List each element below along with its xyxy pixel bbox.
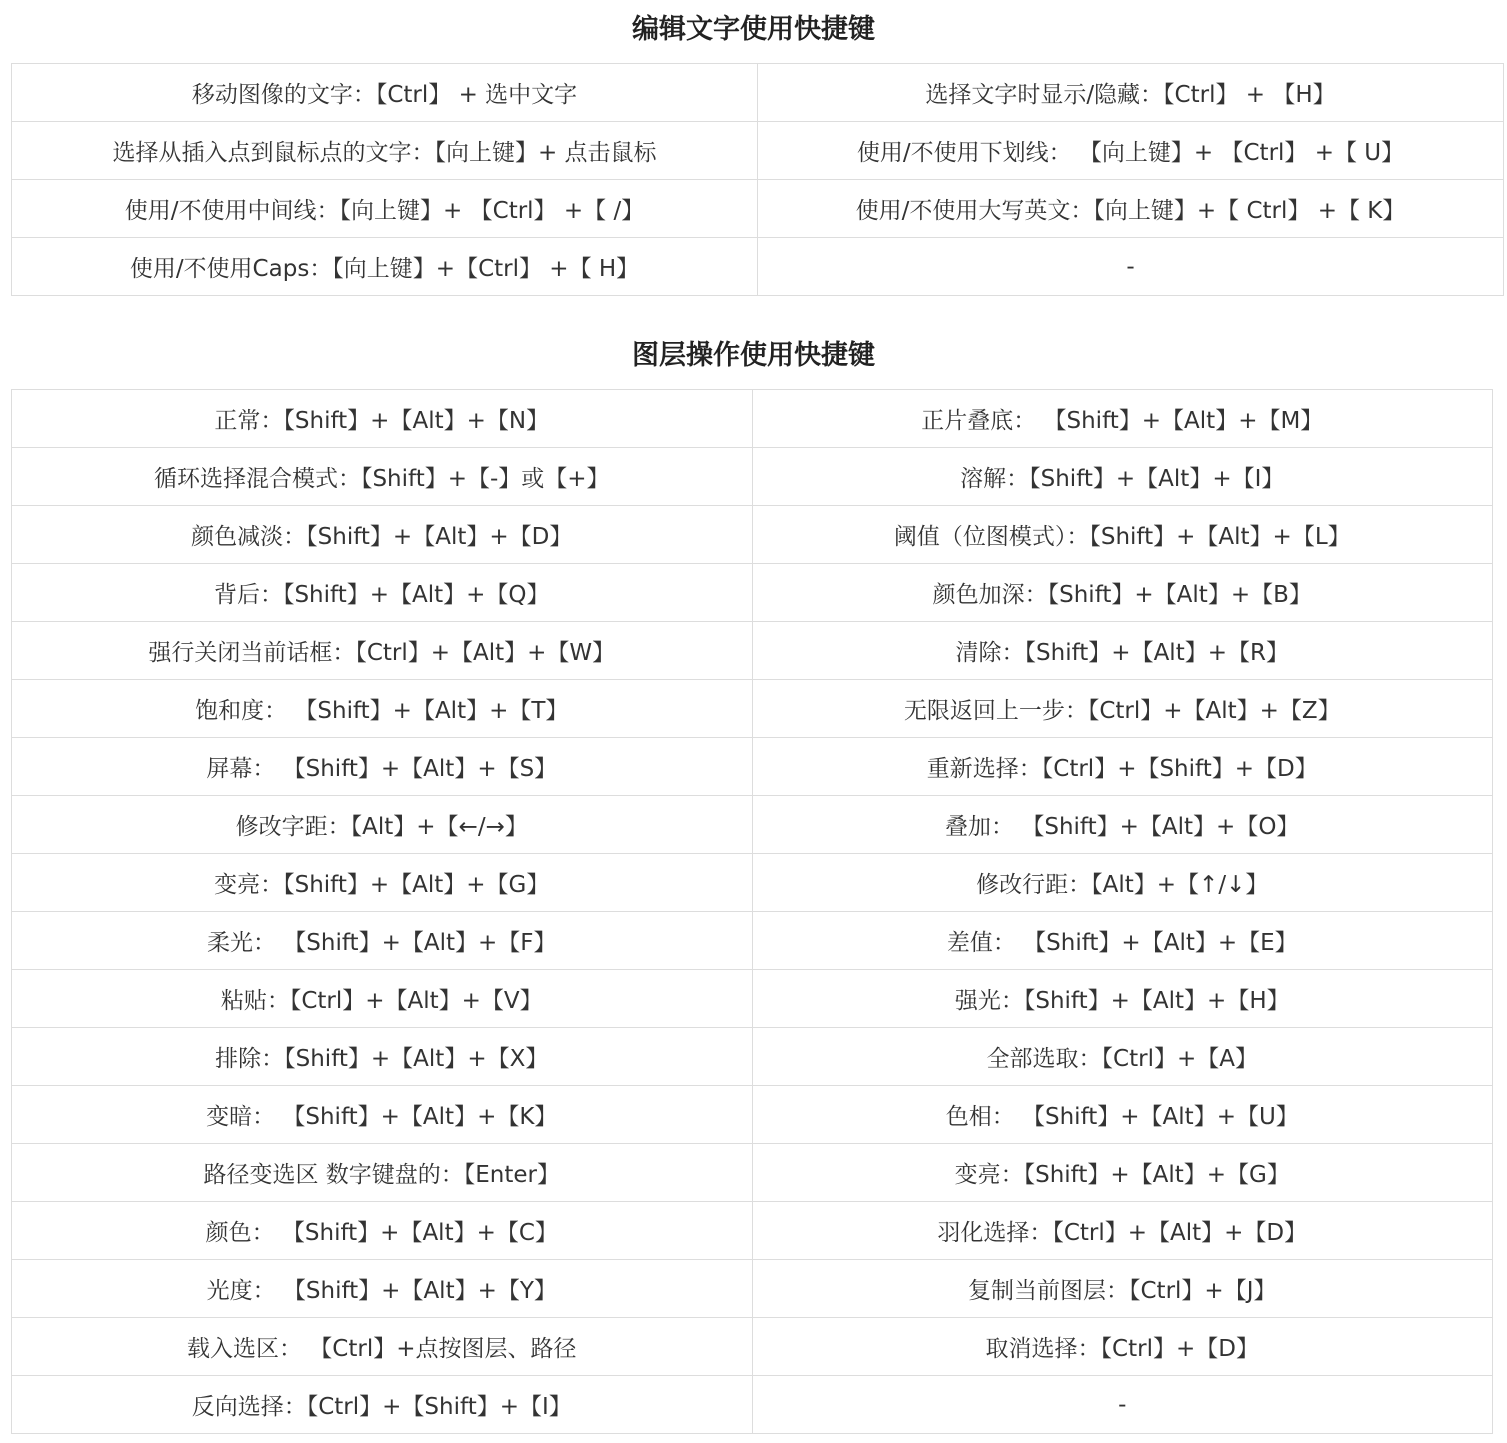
shortcut-cell: 溶解：【Shift】+【Alt】+【I】 <box>752 448 1493 506</box>
shortcut-cell: 光度： 【Shift】+【Alt】+【Y】 <box>12 1260 753 1318</box>
shortcut-cell: - <box>752 1376 1493 1434</box>
shortcut-cell: 反向选择：【Ctrl】+【Shift】+【I】 <box>12 1376 753 1434</box>
shortcut-cell: - <box>758 238 1504 296</box>
table-row <box>12 564 1493 622</box>
text-shortcut-table <box>11 63 1504 296</box>
shortcut-cell: 颜色减淡：【Shift】+【Alt】+【D】 <box>12 506 753 564</box>
table-row <box>12 796 1493 854</box>
shortcut-cell: 修改行距：【Alt】+【↑/↓】 <box>752 854 1493 912</box>
table-row <box>12 680 1493 738</box>
table-row <box>12 1086 1493 1144</box>
shortcut-cell: 粘贴：【Ctrl】+【Alt】+【V】 <box>12 970 753 1028</box>
layer-shortcut-table <box>11 389 1493 1434</box>
shortcut-cell: 使用/不使用大写英文：【向上键】+【 Ctrl】 +【 K】 <box>758 180 1504 238</box>
shortcut-cell: 正常：【Shift】+【Alt】+【N】 <box>12 390 753 448</box>
shortcut-cell: 饱和度： 【Shift】+【Alt】+【T】 <box>12 680 753 738</box>
shortcut-cell: 背后：【Shift】+【Alt】+【Q】 <box>12 564 753 622</box>
table-row <box>12 912 1493 970</box>
table-row <box>12 64 1504 122</box>
table-row <box>12 1202 1493 1260</box>
table-row <box>12 1260 1493 1318</box>
section-title-layer-shortcuts: 图层操作使用快捷键 <box>632 340 875 371</box>
shortcut-cell: 颜色加深：【Shift】+【Alt】+【B】 <box>752 564 1493 622</box>
shortcut-cell: 屏幕： 【Shift】+【Alt】+【S】 <box>12 738 753 796</box>
shortcut-cell: 移动图像的文字：【Ctrl】 + 选中文字 <box>12 64 758 122</box>
table-row <box>12 1144 1493 1202</box>
shortcut-cell: 使用/不使用Caps：【向上键】+【Ctrl】 +【 H】 <box>12 238 758 296</box>
shortcut-cell: 路径变选区 数字键盘的：【Enter】 <box>12 1144 753 1202</box>
table-row <box>12 1028 1493 1086</box>
table-row <box>12 448 1493 506</box>
shortcut-cell: 复制当前图层：【Ctrl】+【J】 <box>752 1260 1493 1318</box>
shortcut-cell: 强光：【Shift】+【Alt】+【H】 <box>752 970 1493 1028</box>
shortcut-cell: 羽化选择：【Ctrl】+【Alt】+【D】 <box>752 1202 1493 1260</box>
shortcut-cell: 使用/不使用中间线：【向上键】+ 【Ctrl】 +【 /】 <box>12 180 758 238</box>
table-row <box>12 122 1504 180</box>
shortcut-cell: 重新选择：【Ctrl】+【Shift】+【D】 <box>752 738 1493 796</box>
table-row <box>12 1376 1493 1434</box>
shortcut-cell: 变亮：【Shift】+【Alt】+【G】 <box>12 854 753 912</box>
shortcut-cell: 选择文字时显示/隐藏：【Ctrl】 + 【H】 <box>758 64 1504 122</box>
shortcut-cell: 无限返回上一步：【Ctrl】+【Alt】+【Z】 <box>752 680 1493 738</box>
shortcut-cell: 全部选取：【Ctrl】+【A】 <box>752 1028 1493 1086</box>
section-title-text-shortcuts: 编辑文字使用快捷键 <box>632 14 875 45</box>
shortcut-cell: 叠加： 【Shift】+【Alt】+【O】 <box>752 796 1493 854</box>
shortcut-cell: 强行关闭当前话框：【Ctrl】+【Alt】+【W】 <box>12 622 753 680</box>
shortcut-cell: 修改字距：【Alt】+【←/→】 <box>12 796 753 854</box>
table-row <box>12 390 1493 448</box>
shortcut-cell: 排除：【Shift】+【Alt】+【X】 <box>12 1028 753 1086</box>
shortcut-cell: 柔光： 【Shift】+【Alt】+【F】 <box>12 912 753 970</box>
shortcut-cell: 使用/不使用下划线： 【向上键】+ 【Ctrl】 +【 U】 <box>758 122 1504 180</box>
shortcut-cell: 阈值（位图模式）：【Shift】+【Alt】+【L】 <box>752 506 1493 564</box>
shortcut-cell: 选择从插入点到鼠标点的文字：【向上键】+ 点击鼠标 <box>12 122 758 180</box>
shortcut-cell: 颜色： 【Shift】+【Alt】+【C】 <box>12 1202 753 1260</box>
shortcut-cell: 变亮：【Shift】+【Alt】+【G】 <box>752 1144 1493 1202</box>
table-row <box>12 180 1504 238</box>
shortcut-cell: 色相： 【Shift】+【Alt】+【U】 <box>752 1086 1493 1144</box>
table-row <box>12 238 1504 296</box>
table-row <box>12 738 1493 796</box>
shortcut-cell: 循环选择混合模式：【Shift】+【-】或【+】 <box>12 448 753 506</box>
shortcut-cell: 变暗： 【Shift】+【Alt】+【K】 <box>12 1086 753 1144</box>
shortcut-cell: 清除：【Shift】+【Alt】+【R】 <box>752 622 1493 680</box>
table-row <box>12 970 1493 1028</box>
table-row <box>12 854 1493 912</box>
table-row <box>12 1318 1493 1376</box>
table-row <box>12 622 1493 680</box>
shortcut-cell: 取消选择：【Ctrl】+【D】 <box>752 1318 1493 1376</box>
shortcut-cell: 载入选区： 【Ctrl】+点按图层、路径 <box>12 1318 753 1376</box>
shortcut-cell: 正片叠底： 【Shift】+【Alt】+【M】 <box>752 390 1493 448</box>
table-row <box>12 506 1493 564</box>
shortcut-cell: 差值： 【Shift】+【Alt】+【E】 <box>752 912 1493 970</box>
